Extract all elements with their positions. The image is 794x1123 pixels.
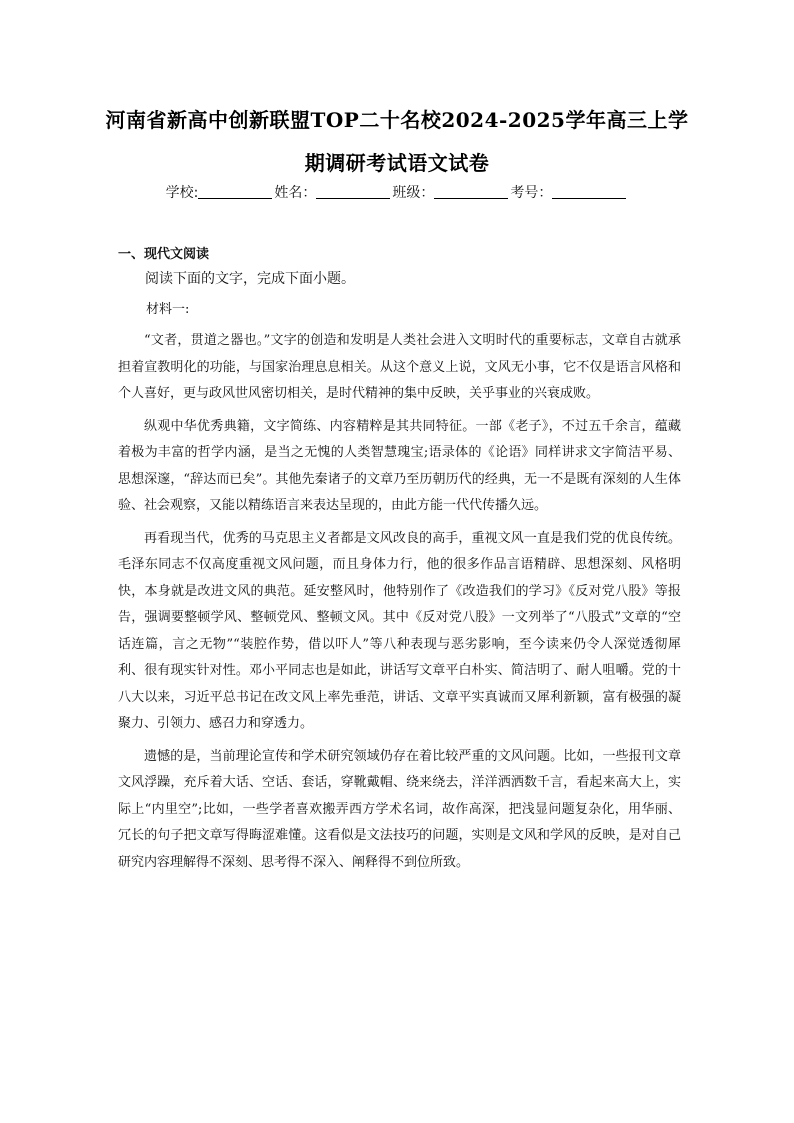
passage-paragraph: 再看现当代，优秀的马克思主义者都是文风改良的高手，重视文风一直是我们党的优良传统。毛泽东同志不仅高度重视文风问题，而且身体力行，他的很多作品言语精辟、思想深刻、风格明快，本身就是改进文风的典范。延安整风时，他特别作了《改造我们的学习》《反对党八股》等报告，强调要整顿学风、整顿党风、整顿文风。其中《反对党八股》一文列举了“八股式”文章的“空话连篇，言之无物”“装腔作势，借以吓人”等八种表现与恶劣影响，至今读来仍令人深觉透彻犀利、很有现实针对性。邓小平同志也是如此，讲话写文章平白朴实、简洁明了、耐人咀嚼。党的十八大以来，习近平总书记在改文风上率先垂范，讲话、文章平实真诚而又犀利新颖，富有极强的凝聚力、引领力、感召力和穿透力。: [118, 530, 681, 731]
material-label: 材料一:: [146, 302, 190, 317]
passage-body: [118, 328, 681, 876]
student-info-row: [0, 182, 794, 202]
class-label: 班级：: [392, 185, 435, 201]
name-blank[interactable]: [316, 184, 390, 199]
passage-paragraph: “文者，贯道之器也。”文字的创造和发明是人类社会进入文明时代的重要标志，文章自古就承担着宣教明化的功能，与国家治理息息相关。从这个意义上说，文风无小事，它不仅是语言风格和个人喜好，更与政风世风密切相关，是时代精神的集中反映，关乎事业的兴衰成败。: [118, 333, 681, 401]
class-blank[interactable]: [434, 184, 508, 199]
school-blank[interactable]: [198, 184, 272, 199]
exam-number-label: 考号：: [510, 185, 553, 201]
passage-paragraph: 纵观中华优秀典籍，文字简练、内容精粹是其共同特征。一部《老子》，不过五千余言，蕴藏着极为丰富的哲学内涵，是当之无愧的人类智慧瑰宝;语录体的《论语》同样讲求文字简洁平易、思想深邃，“辞达而已矣”。其他先秦诸子的文章乃至历朝历代的经典，无一不是既有深刻的人生体验、社会观察，又能以精练语言来表达呈现的，由此方能一代代传播久远。: [118, 418, 681, 513]
exam-number-blank[interactable]: [552, 184, 626, 199]
exam-title-line-1: 河南省新高中创新联盟TOP二十名校2024-2025学年高三上学: [105, 108, 689, 132]
name-label: 姓名：: [274, 185, 317, 201]
reading-instruction: 阅读下面的文字，完成下面小题。: [145, 271, 355, 287]
school-label: 学校:: [165, 185, 199, 201]
exam-title-line-2: 期调研考试语文试卷: [304, 151, 490, 175]
passage-paragraph: 遗憾的是，当前理论宣传和学术研究领域仍存在着比较严重的文风问题。比如，一些报刊文章文风浮躁，充斥着大话、空话、套话，穿靴戴帽、绕来绕去，洋洋洒洒数千言，看起来高大上，实际上“内里空”;比如，一些学者喜欢搬弄西方学术名词，故作高深，把浅显问题复杂化，用华丽、冗长的句子把文章写得晦涩难懂。这看似是文法技巧的问题，实则是文风和学风的反映，是对自己研究内容理解得不深刻、思考得不深入、阐释得不到位所致。: [118, 748, 681, 870]
section-heading: 一、现代文阅读: [118, 247, 210, 262]
